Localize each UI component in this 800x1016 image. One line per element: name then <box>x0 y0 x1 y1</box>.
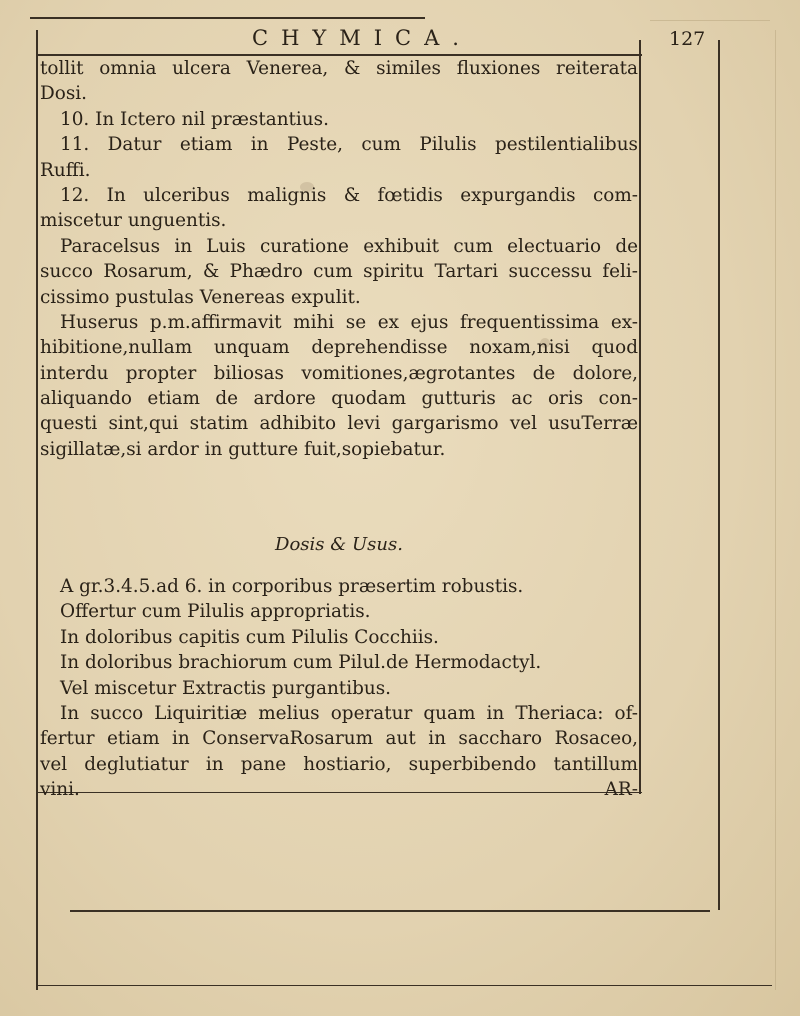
text-line: aliquando etiam de ardore quodam gutturis ac oris con- <box>40 388 638 410</box>
text-line: questi sint,qui statim adhibito levi gargarismo vel usuTerræ <box>40 413 638 435</box>
text-line: sigillatæ,si ardor in gutture fuit,sopiebatur. <box>40 438 446 460</box>
show-through-line <box>775 30 776 990</box>
left-border <box>36 30 38 990</box>
text-line: miscetur unguentis. <box>40 210 227 232</box>
show-through-line <box>650 20 770 21</box>
catchword: AR- <box>604 779 638 801</box>
huserus-paragraph: Huserus p.m.affirmavit mihi se ex ejus frequentissima ex- <box>60 311 638 333</box>
right-border <box>639 40 641 794</box>
usage-line: Vel miscetur Extractis purgantibus. <box>60 677 391 699</box>
usage-line: Offertur cum Pilulis appropriatis. <box>60 601 371 623</box>
dosage-section <box>40 574 638 803</box>
lower-frame-rule <box>70 910 710 912</box>
paracelsus-paragraph: Paracelsus in Luis curatione exhibuit cum electuario de <box>60 235 638 257</box>
dose-line: A gr.3.4.5.ad 6. in corporibus præsertim robustis. <box>60 576 524 597</box>
page-number: 127 <box>669 28 706 50</box>
usage-line: In doloribus brachiorum cum Pilul.de Hermodactyl. <box>60 652 542 674</box>
running-title: CHYMICA. <box>252 26 472 50</box>
text-line: tollit omnia ulcera Venerea, & similes fluxiones reiterata <box>40 58 638 79</box>
section-heading: Dosis & Usus. <box>275 534 403 555</box>
text-line: cissimo pustulas Venereas expulit. <box>40 286 361 308</box>
text-line: hibitione,nullam unquam deprehendisse noxam,nisi quod <box>40 337 638 359</box>
outer-right-border <box>718 40 720 910</box>
usage-line-last <box>40 777 638 802</box>
usage-line: In succo Liquiritiæ melius operatur quam in Theriaca: of- <box>60 702 638 724</box>
lower-frame-rule-2 <box>36 985 772 986</box>
usage-line: vini. <box>40 779 80 801</box>
usage-line: In doloribus capitis cum Pilulis Cocchiis. <box>60 626 439 648</box>
body-text <box>40 56 638 801</box>
item-11: 11. Datur etiam in Peste, cum Pilulis pestilentialibus <box>60 134 638 156</box>
top-rule <box>30 17 425 19</box>
item-10: 10. In Ictero nil præstantius. <box>60 108 329 130</box>
running-header <box>0 22 800 58</box>
usage-line: fertur etiam in ConservaRosarum aut in saccharo Rosaceo, <box>40 728 638 750</box>
item-12: 12. In ulceribus malignis & fœtidis expurgandis com- <box>60 184 638 206</box>
text-line: succo Rosarum, & Phædro cum spiritu Tartari successu feli- <box>40 261 638 283</box>
text-line: Ruffi. <box>40 159 91 181</box>
text-line: interdu propter biliosas vomitiones,ægrotantes de dolore, <box>40 362 638 384</box>
usage-line: vel deglutiatur in pane hostiario, superbibendo tantillum <box>40 753 638 775</box>
text-line: Dosi. <box>40 83 87 105</box>
